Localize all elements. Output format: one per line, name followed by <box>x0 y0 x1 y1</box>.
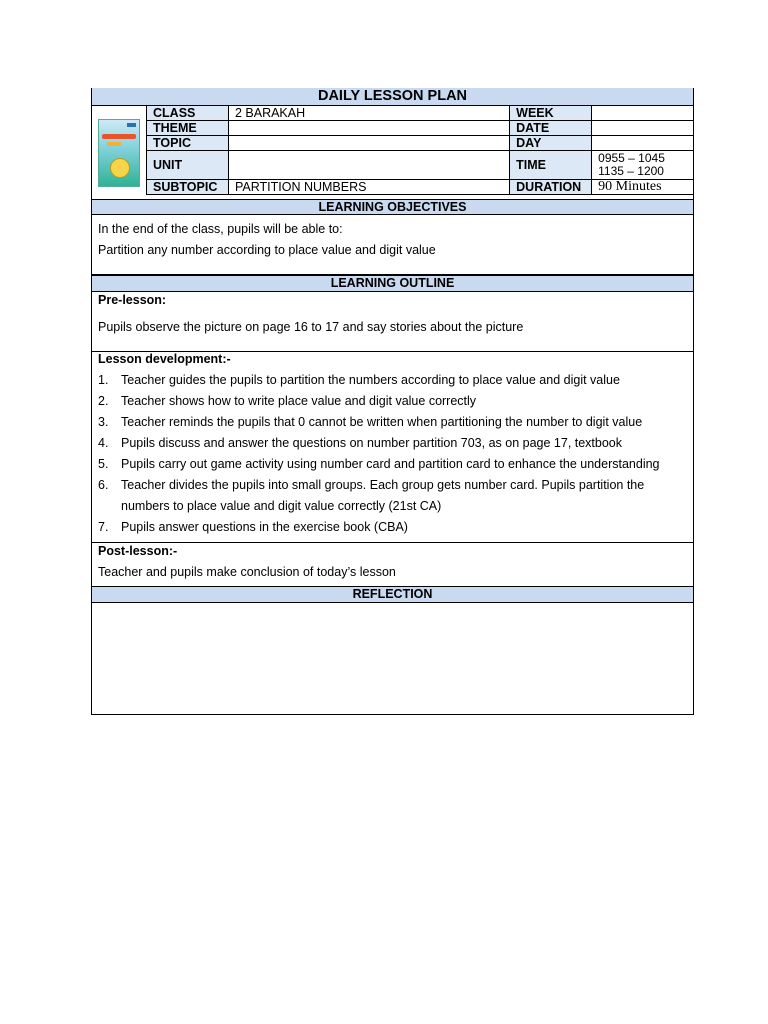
book-year-graphic <box>107 142 121 146</box>
objective-item: Partition any number according to place value and digit value <box>98 243 436 257</box>
week-label: WEEK <box>510 106 592 121</box>
time-slot-2: 1135 – 1200 <box>598 164 664 178</box>
duration-label: DURATION <box>510 180 592 195</box>
theme-value <box>228 121 509 136</box>
day-value <box>592 136 694 151</box>
objectives-intro: In the end of the class, pupils will be able to: <box>98 222 343 236</box>
class-value: 2 BARAKAH <box>228 106 509 121</box>
reflection-heading: REFLECTION <box>92 586 693 603</box>
unit-value <box>228 151 509 180</box>
list-item: 3. Teacher reminds the pupils that 0 cannot be written when partitioning the number to digit value <box>98 415 643 429</box>
learning-objectives-heading: LEARNING OBJECTIVES <box>92 199 693 215</box>
post-lesson-text: Teacher and pupils make conclusion of today’s lesson <box>98 565 396 579</box>
lesson-plan-document <box>91 88 694 715</box>
time-value <box>592 151 694 180</box>
reflection-area <box>92 603 693 714</box>
book-title-graphic <box>102 134 136 139</box>
lesson-development-section <box>92 352 693 543</box>
class-label: CLASS <box>147 106 229 121</box>
week-value <box>592 106 694 121</box>
duration-value: 90 Minutes <box>592 180 694 195</box>
document-title: DAILY LESSON PLAN <box>92 88 693 106</box>
lesson-header-table <box>146 105 694 195</box>
subtopic-value: PARTITION NUMBERS <box>228 180 509 195</box>
day-label: DAY <box>510 136 592 151</box>
list-item: 7. Pupils answer questions in the exercise book (CBA) <box>98 520 408 534</box>
list-item-continuation: numbers to place value and digit value correctly (21st CA) <box>121 499 442 513</box>
unit-label: UNIT <box>147 151 229 180</box>
pre-lesson-section <box>92 292 693 352</box>
list-item: 6. Teacher divides the pupils into small groups. Each group gets number card. Pupils partition the <box>98 478 645 492</box>
date-label: DATE <box>510 121 592 136</box>
mascot-icon <box>110 158 130 178</box>
learning-outline-heading: LEARNING OUTLINE <box>92 275 693 292</box>
list-item: 1. Teacher guides the pupils to partition the numbers according to place value and digit value <box>98 373 620 387</box>
post-lesson-section <box>92 543 693 587</box>
topic-label: TOPIC <box>147 136 229 151</box>
learning-objectives-section <box>92 215 693 275</box>
textbook-cover-image <box>98 119 140 187</box>
list-item: 4. Pupils discuss and answer the questions on number partition 703, as on page 17, textbook <box>98 436 623 450</box>
date-value <box>592 121 694 136</box>
publisher-logo-icon <box>127 123 136 127</box>
topic-value <box>228 136 509 151</box>
pre-lesson-heading: Pre-lesson: <box>98 293 167 307</box>
list-item: 2. Teacher shows how to write place value and digit value correctly <box>98 394 477 408</box>
time-slot-1: 0955 – 1045 <box>598 151 665 165</box>
theme-label: THEME <box>147 121 229 136</box>
post-lesson-heading: Post-lesson:- <box>98 544 178 558</box>
pre-lesson-text: Pupils observe the picture on page 16 to 17 and say stories about the picture <box>98 320 524 334</box>
list-item: 5. Pupils carry out game activity using number card and partition card to enhance the understanding <box>98 457 660 471</box>
time-label: TIME <box>510 151 592 180</box>
subtopic-label: SUBTOPIC <box>147 180 229 195</box>
lesson-development-heading: Lesson development:- <box>98 352 231 366</box>
